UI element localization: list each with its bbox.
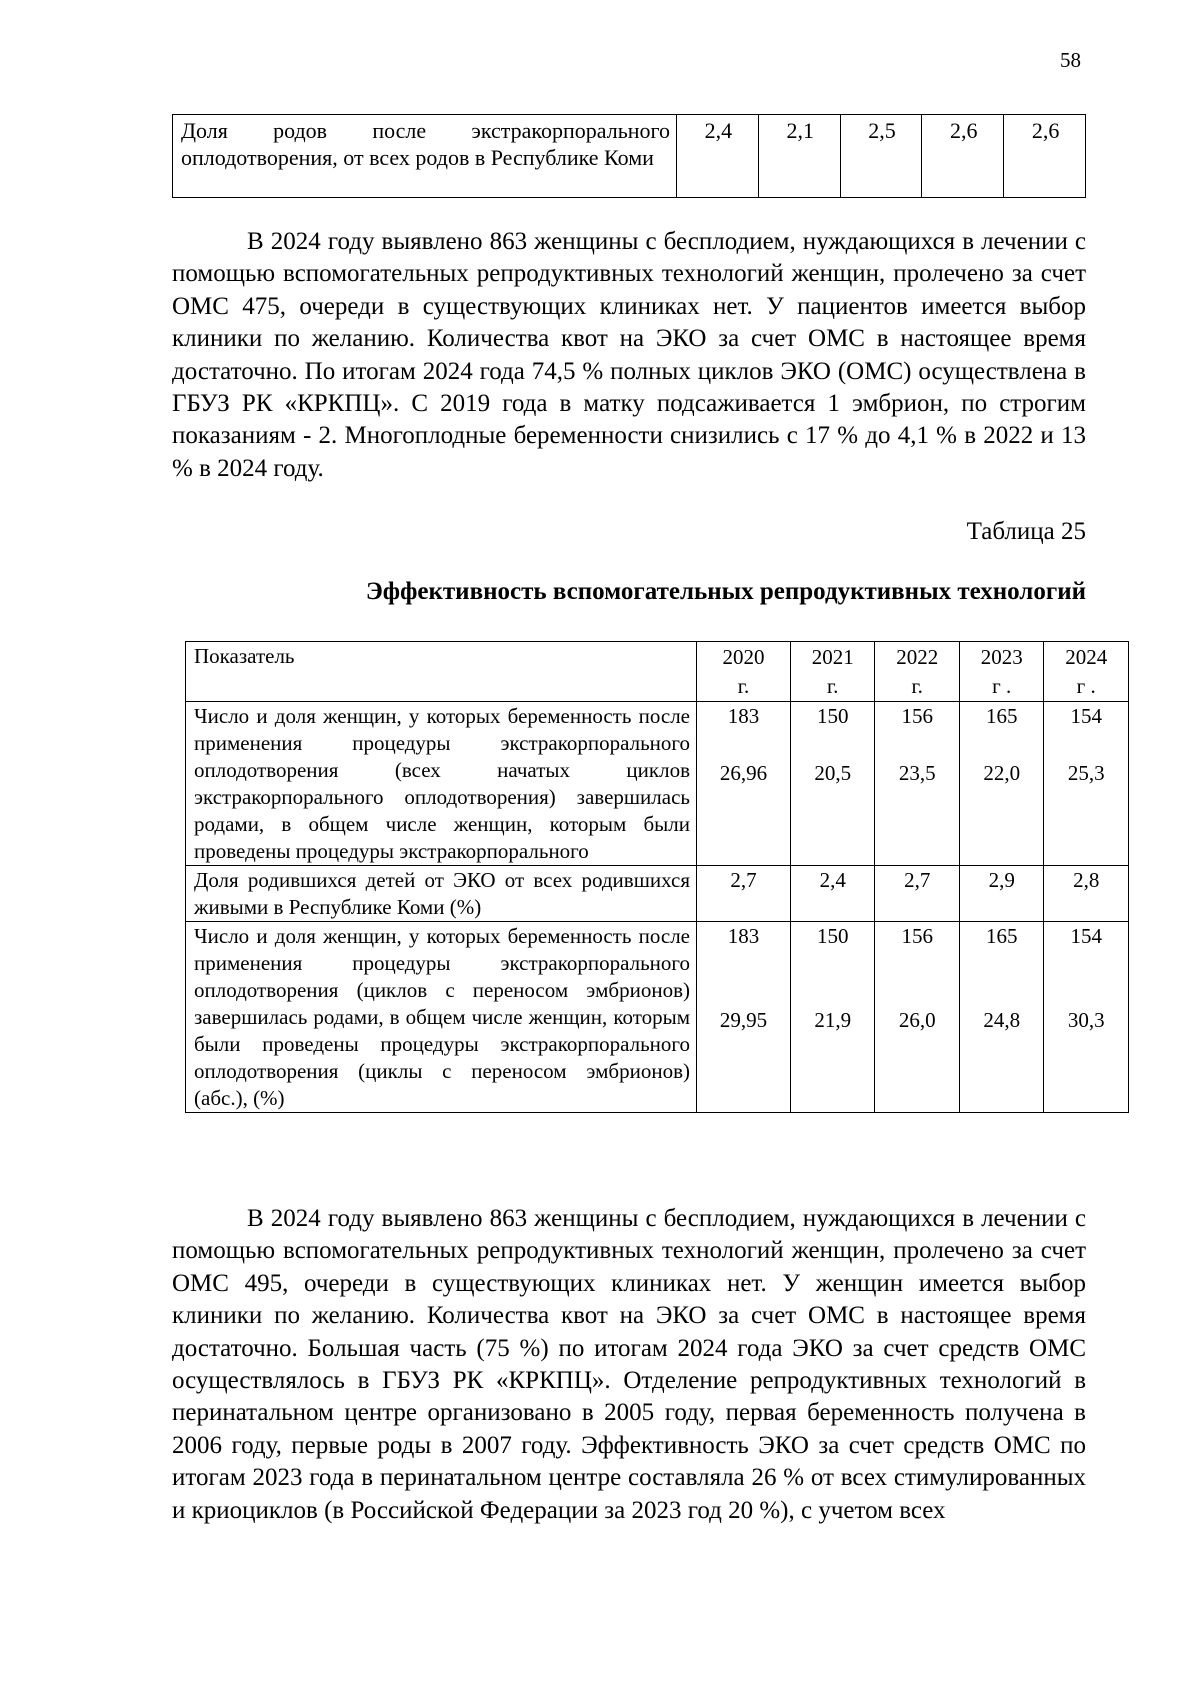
paragraph-text: В 2024 году выявлено 863 женщины с бесплодием, нуждающихся в лечении с помощью вспомогательных репродуктивных технологий женщин, пролечено за счет ОМС 495, очереди в существующих клиниках нет. У женщин имеется выбор клиники по желанию. Количества квот на ЭКО за счет ОМС в настоящее время достаточно. Большая часть (75 %) по итогам 2024 года ЭКО за счет средств ОМС осуществлялось в ГБУЗ РК «КРКПЦ». Отделение репродуктивных технологий в перинатальном центре организовано в 2005 году, первая беременность получена в 2006 году, первые роды в 2007 году. Эффективность ЭКО за счет средств ОМС по итогам 2023 года в перинатальном центре составляла 26 % от всех стимулированных и криоциклов (в Российской Федерации за 2023 год 20 %), с учетом всех [172, 1205, 1086, 1524]
cell-value: 2,6 [1004, 115, 1086, 198]
header-year: 2023 г . [959, 642, 1044, 702]
cell-value: 2,5 [840, 115, 922, 198]
cell-value: 154 30,3 [1044, 922, 1129, 1113]
table-row [186, 702, 1129, 866]
header-year: 2021 г. [790, 642, 875, 702]
cell-value: 2,1 [758, 115, 840, 198]
header-year: 2024 г . [1044, 642, 1129, 702]
cell-value: 154 25,3 [1044, 702, 1129, 866]
paragraph-text: В 2024 году выявлено 863 женщины с бесплодием, нуждающихся в лечении с помощью вспомогательных репродуктивных технологий женщин, пролечено за счет ОМС 475, очереди в существующих клиниках нет. У пациентов имеется выбор клиники по желанию. Количества квот на ЭКО за счет ОМС в настоящее время достаточно. По итогам 2024 года 74,5 % полных циклов ЭКО (ОМС) осуществлена в ГБУЗ РК «КРКПЦ». С 2019 года в матку подсаживается 1 эмбрион, по строгим показаниям - 2. Многоплодные беременности снизились с 17 % до 4,1 % в 2022 и 13 % в 2024 году. [172, 228, 1086, 482]
cell-value: 2,6 [922, 115, 1004, 198]
cell-value: 156 23,5 [875, 702, 960, 866]
table-caption: Таблица 25 [966, 518, 1086, 545]
header-year: 2020 г. [697, 642, 791, 702]
table-title: Эффективность вспомогательных репродуктивных технологий [365, 578, 1086, 605]
cell-value: 2,7 [875, 866, 960, 922]
cell-value: 156 26,0 [875, 922, 960, 1113]
cell-value: 2,7 [697, 866, 791, 922]
cell-value: 2,8 [1044, 866, 1129, 922]
cell-value: 165 22,0 [959, 702, 1044, 866]
page-number: 58 [1060, 48, 1081, 72]
table-row [186, 922, 1129, 1113]
cell-value: 150 21,9 [790, 922, 875, 1113]
paragraph [172, 1203, 1086, 1527]
row-label: Число и доля женщин, у которых беременность после применения процедуры экстракорпорального оплодотворения (всех начатых циклов экстракорпорального оплодотворения) завершилась родами, в общем числе женщин, которым были проведены процедуры экстракорпорального [186, 702, 697, 866]
header-label: Показатель [186, 642, 697, 702]
row-label: Доля родов после экстракорпорального оплодотворения, от всех родов в Республике Коми [173, 115, 677, 198]
header-year: 2022 г. [875, 642, 960, 702]
efficiency-table [185, 641, 1129, 1113]
row-label: Доля родившихся детей от ЭКО от всех родившихся живыми в Республике Коми (%) [186, 866, 697, 922]
continued-table [172, 114, 1086, 198]
paragraph [172, 226, 1086, 485]
cell-value: 2,9 [959, 866, 1044, 922]
cell-value: 183 29,95 [697, 922, 791, 1113]
cell-value: 2,4 [790, 866, 875, 922]
cell-value: 150 20,5 [790, 702, 875, 866]
cell-value: 2,4 [677, 115, 759, 198]
table-header-row [186, 642, 1129, 702]
cell-value: 165 24,8 [959, 922, 1044, 1113]
table-row [173, 115, 1086, 198]
row-label: Число и доля женщин, у которых беременность после применения процедуры экстракорпорального оплодотворения (циклов с переносом эмбрионов) завершилась родами, в общем числе женщин, которым были проведены процедуры экстракорпорального оплодотворения (циклы с переносом эмбрионов) (абс.), (%) [186, 922, 697, 1113]
table-row [186, 866, 1129, 922]
cell-value: 183 26,96 [697, 702, 791, 866]
